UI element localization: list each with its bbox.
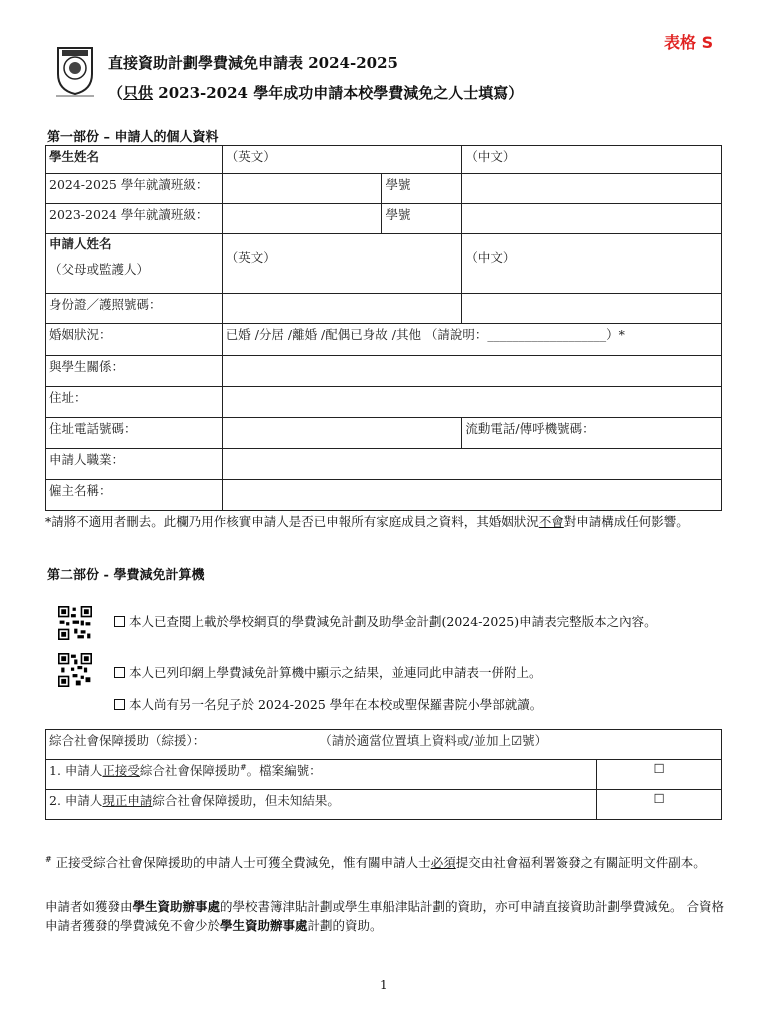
- label-employer: 僱主名稱：: [46, 480, 223, 511]
- marital-status-options[interactable]: 已婚 /分居 /離婚 /配偶已身故 /其他 （請說明：___________________）*: [222, 324, 721, 356]
- student-name-en-field[interactable]: （英文）: [222, 146, 462, 174]
- applicant-name-zh-field[interactable]: （中文）: [462, 234, 722, 294]
- cssa-row-receiving: 1. 申請人正接受綜合社會保障援助#。檔案編號：: [46, 760, 597, 790]
- label-marital-status: 婚姻狀況：: [46, 324, 223, 356]
- label-address: 住址：: [46, 387, 223, 418]
- applicant-info-table: [45, 145, 722, 511]
- address-field[interactable]: [222, 387, 721, 418]
- class-2023-field[interactable]: [222, 204, 382, 234]
- part1-heading: 第一部份 – 申請人的個人資料: [47, 130, 219, 145]
- form-code: 表格 S: [664, 33, 714, 52]
- marital-footnote: *請將不適用者刪去。此欄乃用作核實申請人是否已申報所有家庭成員之資料，其婚姻狀況不會對申請構成任何影響。: [45, 514, 689, 529]
- cssa-table: [45, 729, 722, 820]
- form-subtitle: （只供 2023-2024 學年成功申請本校學費減免之人士填寫）: [108, 84, 524, 102]
- relationship-field[interactable]: [222, 356, 721, 387]
- form-title: 直接資助計劃學費減免申請表 2024-2025: [108, 54, 398, 72]
- label-applicant-name: 申請人姓名 （父母或監護人）: [46, 234, 223, 294]
- check-sibling[interactable]: 本人尚有另一名兒子於 2024-2025 學年在本校或聖保羅書院小學部就讀。: [114, 695, 542, 713]
- checkbox[interactable]: [114, 699, 125, 710]
- checkbox[interactable]: [114, 667, 125, 678]
- page-number: 1: [380, 978, 388, 992]
- label-student-name: 學生姓名: [46, 146, 223, 174]
- mobile-phone-field[interactable]: 流動電話/傳呼機號碼：: [462, 418, 722, 449]
- label-relationship: 與學生關係：: [46, 356, 223, 387]
- checkbox[interactable]: [114, 616, 125, 627]
- applicant-name-en-field[interactable]: （英文）: [222, 234, 462, 294]
- cssa-row-applying: 2. 申請人現正申請綜合社會保障援助，但未知結果。: [46, 790, 597, 820]
- class-2024-field[interactable]: [222, 174, 382, 204]
- id-number-field-1[interactable]: [222, 294, 462, 324]
- home-phone-field[interactable]: [222, 418, 462, 449]
- label-id-number: 身份證／護照號碼：: [46, 294, 223, 324]
- student-no-2023-field[interactable]: [462, 204, 722, 234]
- label-home-phone: 住址電話號碼：: [46, 418, 223, 449]
- label-student-no-2023: 學號: [382, 204, 462, 234]
- label-student-no-2024: 學號: [382, 174, 462, 204]
- occupation-field[interactable]: [222, 449, 721, 480]
- id-number-field-2[interactable]: [462, 294, 722, 324]
- employer-field[interactable]: [222, 480, 721, 511]
- check-printed-result[interactable]: 本人已列印網上學費減免計算機中顯示之結果，並連同此申請表一併附上。: [114, 663, 542, 681]
- part2-heading: 第二部份 - 學費減免計算機: [47, 568, 205, 583]
- sfo-note: 申請者如獲發由學生資助辦事處的學校書簿津貼計劃或學生車船津貼計劃的資助，亦可申請直接資助計劃學費減免。 合資格申請者獲發的學費減免不會少於學生資助辦事處計劃的資助。: [45, 899, 725, 933]
- school-crest-logo: [52, 44, 98, 98]
- check-read-scheme[interactable]: 本人已查閱上載於學校網頁的學費減免計劃及助學金計劃(2024-2025)申請表完整版本之內容。: [114, 612, 657, 630]
- qr-code-icon[interactable]: [58, 653, 92, 687]
- cssa-receiving-checkbox[interactable]: ☐: [597, 760, 722, 790]
- label-class-2024: 2024-2025 學年就讀班級：: [46, 174, 223, 204]
- label-occupation: 申請人職業：: [46, 449, 223, 480]
- label-class-2023: 2023-2024 學年就讀班級：: [46, 204, 223, 234]
- student-name-zh-field[interactable]: （中文）: [462, 146, 722, 174]
- cssa-applying-checkbox[interactable]: ☐: [597, 790, 722, 820]
- qr-code-icon[interactable]: [58, 606, 92, 640]
- cssa-header: 綜合社會保障援助（綜援）： （請於適當位置填上資料或/並加上☑號）: [46, 730, 722, 760]
- cssa-note: # 正接受綜合社會保障援助的申請人士可獲全費減免，惟有關申請人士必須提交由社會福利署簽發之有關証明文件副本。: [45, 855, 706, 871]
- student-no-2024-field[interactable]: [462, 174, 722, 204]
